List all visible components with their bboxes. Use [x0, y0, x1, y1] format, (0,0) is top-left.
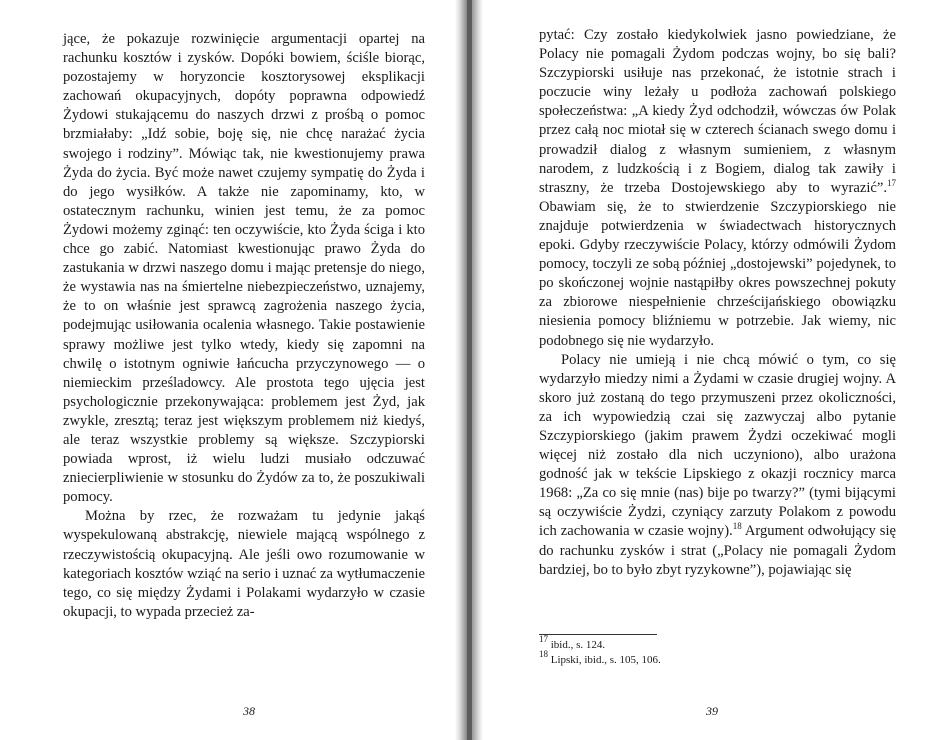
page-number: 39: [706, 704, 718, 718]
page-number: 38: [243, 704, 255, 718]
footnote: [539, 634, 896, 653]
footnote: [539, 649, 896, 668]
footnote-ref: 17: [887, 177, 896, 188]
footnote-number: 18: [539, 649, 548, 659]
footnote-ref: 18: [732, 521, 742, 532]
left-page: [0, 0, 455, 740]
paragraph-text: Polacy nie umieją i nie chcą mówić o tym, co się wydarzyło miedzy nimi a Żydami w czasie drugiej wojny. A skoro już zostaną do tego przymuszeni przez okoliczności, za ich wypowiedzią czai się zazwyczaj albo pytanie Szczypiorskiego (jakim prawem Żydzi oczekiwać mogli więcej niż zostało dla nich uczyniono), albo urażona godność jak w tekście Lipskiego z okazji rocznicy marca 1968: „Za co się mnie (nas) bije po twarzy?” (tymi bijącymi są oczywiście Żydzi, czyniący zarzuty Polakom z powodu ich zachowania w czasie wojny).: [539, 351, 896, 540]
paragraph: [539, 26, 896, 351]
paragraph: [539, 351, 896, 580]
paragraph: Można by rzec, że rozważam tu jedynie jakąś wyspekulowaną abstrakcję, niewiele mającą wspólnego z rzeczywistością okupacyjną. Ale jeśli owo rozumowanie w kategoriach kosztów wziąć na serio i uznać za wytłumaczenie tego, co się między Żydami i Polakami wydarzyło w czasie okupacji, to wypada przecież za-: [63, 508, 425, 620]
footnote-number: 17: [539, 634, 548, 644]
book-spine-shadow: [467, 0, 472, 740]
footnote-separator: [539, 634, 657, 635]
footnote-text: ibid., s. 124.: [548, 639, 606, 651]
paragraph-text: Argument odwołujący się do rachunku zysków i strat („Polacy nie pomagali Żydom bardziej, bo to było zbyt ryzykowne”), pojawiając się: [539, 523, 896, 578]
footnotes: [539, 634, 896, 668]
footnote-text: Lipski, ibid., s. 105, 106.: [548, 654, 661, 666]
right-page-text: [539, 26, 896, 580]
right-page: [483, 0, 946, 740]
paragraph-text: Obawiam się, że to stwierdzenie Szczypiorskiego nie znajduje potwierdzenia w świadectwach historycznych epoki. Gdyby rzeczywiście Polacy, którzy odmówili Żydom pomocy, toczyli ze sobą później „dostojewski” pojedynek, to po skończonej wojnie nastąpiłby okres powszechnej pokuty za zbiorowe niespełnienie chrześcijańskiego obowiązku niesienia pomocy bliźniemu w potrzebie. Jak wiemy, nic podobnego się nie wydarzyło.: [539, 198, 896, 349]
left-page-text: [63, 30, 425, 622]
paragraph: jące, że pokazuje rozwinięcie argumentacji opartej na rachunku kosztów i zysków. Dopóki bowiem, ściśle biorąc, pozostajemy w horyzoncie kosztorysowej eksplikacji zachowań okupacyjnych, dopóty poprawna odpowiedź Żydowi stukającemu do naszych drzwi z prośbą o pomoc brzmiałaby: „Idź sobie, boję się, nie chcę narażać życia swojego i rodziny”. Mówiąc tak, nie kwestionujemy prawa Żyda do życia. Być może nawet czujemy sympatię do Żyda i do jego wysiłków. A także nie zapominamy, kto, w ostatecznym rachunku, winien jest temu, że za pomoc Żydowi możemy zginąć: ten oczywiście, kto Żyda ściga i kto chce go zabić. Natomiast kwestionując prawo Żyda do zastukania w drzwi naszego domu i mając pretensje do niego, że wystawia nas na śmiertelne niebezpieczeństwo, uznajemy, że to on właśnie jest sprawcą zagrożenia naszego życia, podejmując usiłowania ocalenia własnego. Takie postawienie sprawy możliwe jest tylko wtedy, kiedy się zapomni na chwilę o istotnym ogniwie łańcucha przyczynowego — o niemieckim prześladowcy. Ale prostota tego ujęcia jest psychologicznie przekonywająca: problemem jest Żyd, jak zwykle, zresztą; teraz jest większym problemem niż kiedyś, ale teraz wszystkie problemy są większe. Szczypiorski powiada wprost, iż wielu ludzi musiało odczuwać zniecierpliwienie w stosunku do Żydów za to, że poszukiwali pomocy.: [63, 31, 425, 506]
paragraph-text: pytać: Czy zostało kiedykolwiek jasno powiedziane, że Polacy nie pomagali Żydom podczas wojny, bo się bali? Szczypiorski usiłuje nas przekonać, że istotnie strach i poczucie winy leżały u podłoża zachowań polskiego społeczeństwa: „A kiedy Żyd odchodził, wówczas ów Polak przez całą noc miotał się w czterech ścianach swego domu i prowadził dialog z własnym sumieniem, z własnym narodem, z ludzkością i z Bogiem, dialog tak zawiły i straszny, że trzeba Dostojewskiego aby to wyrazić”.: [539, 27, 896, 196]
